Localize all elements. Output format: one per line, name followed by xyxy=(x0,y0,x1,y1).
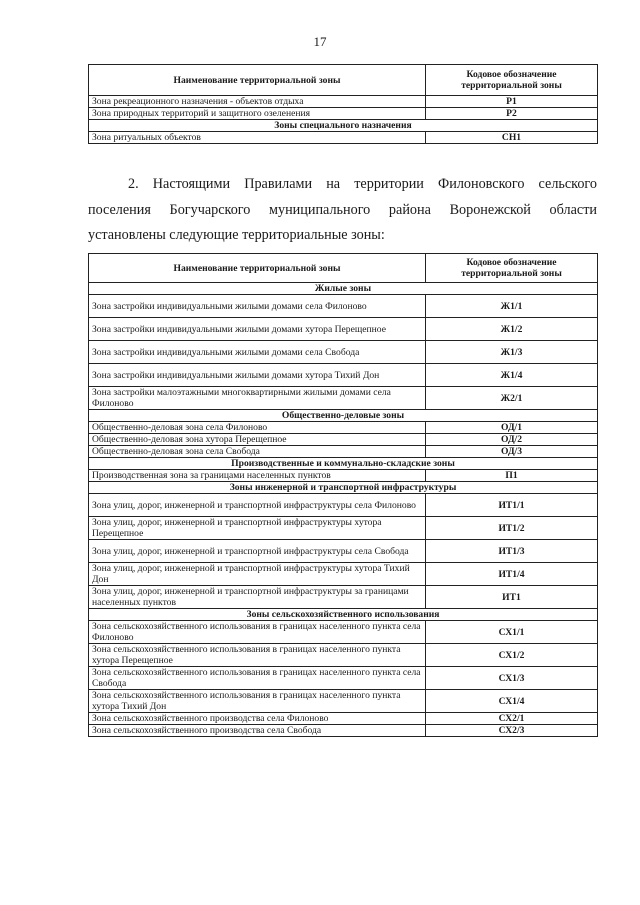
page-number: 17 xyxy=(313,34,327,49)
zone-code: Ж2/1 xyxy=(426,387,598,410)
table-row xyxy=(89,621,598,644)
table-row xyxy=(89,563,598,586)
section-row xyxy=(89,410,598,422)
zone-name: Зона застройки индивидуальными жилыми домами села Филоново xyxy=(89,295,426,318)
table-row xyxy=(89,667,598,690)
table-row xyxy=(89,108,598,120)
body-paragraph: 2. Настоящими Правилами на территории Филоновского сельского поселения Богучарского муниципального района Воронежской области установлены следующие территориальные зоны: xyxy=(88,176,597,243)
zone-code: ОД/3 xyxy=(426,446,598,458)
zone-name: Зона улиц, дорог, инженерной и транспортной инфраструктуры хутора Перещепное xyxy=(89,517,426,540)
table-row xyxy=(89,364,598,387)
zone-code: СХ2/1 xyxy=(426,713,598,725)
zone-code: ИТ1/4 xyxy=(426,563,598,586)
zone-name: Зона ритуальных объектов xyxy=(89,132,426,144)
table-row xyxy=(89,434,598,446)
table-row xyxy=(89,318,598,341)
zone-name: Зона сельскохозяйственного использования в границах населенного пункта села Свобода xyxy=(89,667,426,690)
table-row xyxy=(89,690,598,713)
zone-name: Зона застройки индивидуальными жилыми домами хутора Перещепное xyxy=(89,318,426,341)
zone-code: Р2 xyxy=(426,108,598,120)
section-title: Зоны инженерной и транспортной инфраструктуры xyxy=(89,482,598,494)
zone-name: Зона сельскохозяйственного использования в границах населенного пункта села Филоново xyxy=(89,621,426,644)
table-row xyxy=(89,644,598,667)
header-zone-code: Кодовое обозначение территориальной зоны xyxy=(426,65,598,96)
zone-name: Зона сельскохозяйственного использования в границах населенного пункта хутора Перещепное xyxy=(89,644,426,667)
zone-name: Производственная зона за границами населенных пунктов xyxy=(89,470,426,482)
zone-name: Зона застройки индивидуальными жилыми домами села Свобода xyxy=(89,341,426,364)
zone-name: Зона застройки индивидуальными жилыми домами хутора Тихий Дон xyxy=(89,364,426,387)
table-row xyxy=(89,725,598,737)
zone-code: ОД/2 xyxy=(426,434,598,446)
zone-code: СХ1/3 xyxy=(426,667,598,690)
table-row xyxy=(89,470,598,482)
table-row xyxy=(89,96,598,108)
header-zone-name: Наименование территориальной зоны xyxy=(89,65,426,96)
zone-name: Зона сельскохозяйственного производства села Свобода xyxy=(89,725,426,737)
header-zone-name: Наименование территориальной зоны xyxy=(89,254,426,283)
zone-code: Ж1/3 xyxy=(426,341,598,364)
section-title: Зоны сельскохозяйственного использования xyxy=(89,609,598,621)
zone-code: Ж1/4 xyxy=(426,364,598,387)
table-row xyxy=(89,132,598,144)
section-row xyxy=(89,283,598,295)
section-title: Производственные и коммунально-складские зоны xyxy=(89,458,598,470)
table-row xyxy=(89,387,598,410)
table-row xyxy=(89,422,598,434)
zone-code: Ж1/1 xyxy=(426,295,598,318)
section-title: Зоны специального назначения xyxy=(89,120,598,132)
zone-code: Р1 xyxy=(426,96,598,108)
section-row xyxy=(89,482,598,494)
zone-code: СХ1/4 xyxy=(426,690,598,713)
zone-name: Общественно-деловая зона села Свобода xyxy=(89,446,426,458)
zone-name: Зона улиц, дорог, инженерной и транспортной инфраструктуры за границами населенных пунктов xyxy=(89,586,426,609)
zone-name: Общественно-деловая зона села Филоново xyxy=(89,422,426,434)
section-row xyxy=(89,609,598,621)
table-row xyxy=(89,517,598,540)
zone-code: Ж1/2 xyxy=(426,318,598,341)
section-title: Общественно-деловые зоны xyxy=(89,410,598,422)
zones-table xyxy=(88,253,598,737)
zone-code: СХ1/2 xyxy=(426,644,598,667)
zone-name: Зона сельскохозяйственного производства села Филоново xyxy=(89,713,426,725)
zone-code: ОД/1 xyxy=(426,422,598,434)
zone-code: СН1 xyxy=(426,132,598,144)
zone-name: Зона улиц, дорог, инженерной и транспортной инфраструктуры села Свобода xyxy=(89,540,426,563)
table-row xyxy=(89,586,598,609)
section-title: Жилые зоны xyxy=(89,283,598,295)
table-row xyxy=(89,446,598,458)
zones-table-continued xyxy=(88,64,598,144)
zone-code: СХ2/3 xyxy=(426,725,598,737)
section-row xyxy=(89,120,598,132)
table-row xyxy=(89,540,598,563)
section-row xyxy=(89,458,598,470)
zone-name: Зона природных территорий и защитного озеленения xyxy=(89,108,426,120)
zone-name: Зона улиц, дорог, инженерной и транспортной инфраструктуры хутора Тихий Дон xyxy=(89,563,426,586)
zone-name: Зона сельскохозяйственного использования в границах населенного пункта хутора Тихий Дон xyxy=(89,690,426,713)
header-zone-code: Кодовое обозначение территориальной зоны xyxy=(426,254,598,283)
zone-code: ИТ1/3 xyxy=(426,540,598,563)
zone-name: Зона улиц, дорог, инженерной и транспортной инфраструктуры села Филоново xyxy=(89,494,426,517)
zone-code: СХ1/1 xyxy=(426,621,598,644)
table-row xyxy=(89,341,598,364)
zone-code: ИТ1 xyxy=(426,586,598,609)
zone-name: Зона застройки малоэтажными многоквартирными жилыми домами села Филоново xyxy=(89,387,426,410)
table-row xyxy=(89,713,598,725)
zone-name: Зона рекреационного назначения - объектов отдыха xyxy=(89,96,426,108)
zone-name: Общественно-деловая зона хутора Перещепное xyxy=(89,434,426,446)
zone-code: ИТ1/1 xyxy=(426,494,598,517)
zone-code: П1 xyxy=(426,470,598,482)
zone-code: ИТ1/2 xyxy=(426,517,598,540)
table-row xyxy=(89,494,598,517)
table-row xyxy=(89,295,598,318)
